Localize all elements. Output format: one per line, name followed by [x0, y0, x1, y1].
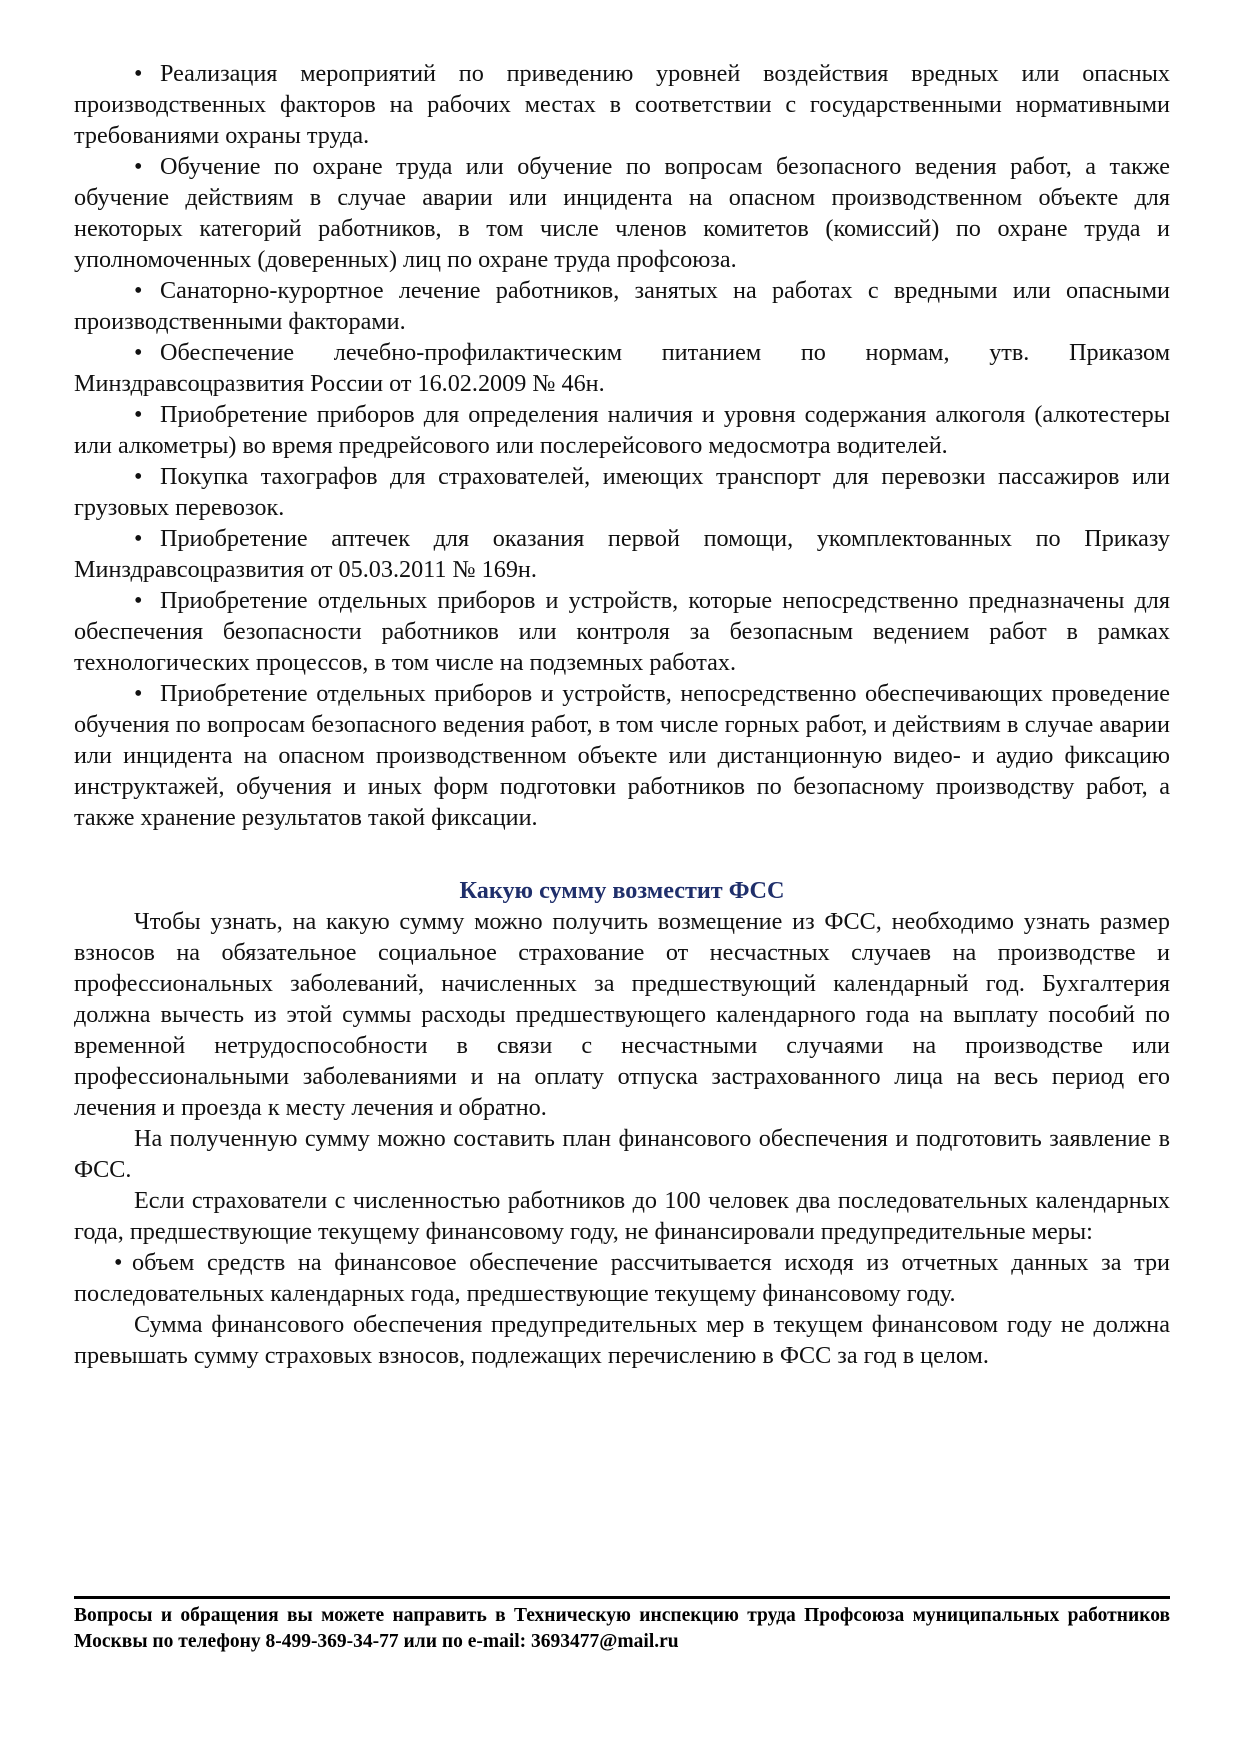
section-bullet — [74, 1247, 1170, 1309]
footer-contact: Вопросы и обращения вы можете направить в Техническую инспекцию труда Профсоюза муниципальных работников Москвы по телефону 8-499-369-34-77 или по e-mail: 3693477@mail.ru — [74, 1605, 1170, 1652]
list-item-text: Обеспечение лечебно-профилактическим питанием по нормам, утв. Приказом Минздравсоцразвития России от 16.02.2009 № 46н. — [74, 339, 1170, 397]
list-item-text: Обучение по охране труда или обучение по вопросам безопасного ведения работ, а также обучение действиям в случае аварии или инцидента на опасном производственном объекте для некоторых категорий работников, в том числе членов комитетов (комиссий) по охране труда и уполномоченных (доверенных) лиц по охране труда профсоюза. — [74, 153, 1170, 273]
list-item — [74, 399, 1170, 461]
list-item-text: Приобретение аптечек для оказания первой помощи, укомплектованных по Приказу Минздравсоцразвития от 05.03.2011 № 169н. — [74, 525, 1170, 583]
document-page — [74, 58, 1170, 1371]
section-paragraph: Если страхователи с численностью работников до 100 человек два последовательных календарных года, предшествующие текущему финансовому году, не финансировали предупредительные меры: — [74, 1187, 1170, 1245]
bullet-icon: • — [134, 680, 143, 707]
list-item — [74, 337, 1170, 399]
measures-list — [74, 58, 1170, 833]
bullet-icon: • — [134, 277, 143, 304]
list-item — [74, 151, 1170, 275]
bullet-icon: • — [134, 401, 143, 428]
list-item-text: Санаторно-курортное лечение работников, занятых на работах с вредными или опасными производственными факторами. — [74, 277, 1170, 335]
list-item — [74, 585, 1170, 678]
section-body — [74, 906, 1170, 1371]
footer-divider — [74, 1596, 1170, 1599]
bullet-icon: • — [134, 153, 143, 180]
list-item-text: Покупка тахографов для страхователей, имеющих транспорт для перевозки пассажиров или грузовых перевозок. — [74, 463, 1170, 521]
section-paragraph: На полученную сумму можно составить план финансового обеспечения и подготовить заявление в ФСС. — [74, 1125, 1170, 1183]
bullet-icon: • — [134, 60, 143, 87]
list-item — [74, 58, 1170, 151]
list-item-text: Реализация мероприятий по приведению уровней воздействия вредных или опасных производственных факторов на рабочих местах в соответствии с государственными нормативными требованиями охраны труда. — [74, 60, 1170, 149]
list-item — [74, 275, 1170, 337]
bullet-icon: • — [134, 339, 143, 366]
bullet-icon: • — [134, 525, 143, 552]
section-paragraph: Чтобы узнать, на какую сумму можно получить возмещение из ФСС, необходимо узнать размер взносов на обязательное социальное страхование от несчастных случаев на производстве и профессиональных заболеваний, начисленных за предшествующий календарный год. Бухгалтерия должна вычесть из этой суммы расходы предшествующего календарного года на выплату пособий по временной нетрудоспособности в связи с несчастными случаями на производстве или профессиональными заболеваниями и на оплату отпуска застрахованного лица на весь период его лечения и проезда к месту лечения и обратно. — [74, 908, 1170, 1121]
list-item — [74, 678, 1170, 833]
section-title: Какую сумму возместит ФСС — [459, 877, 785, 904]
list-item — [74, 523, 1170, 585]
bullet-icon: • — [114, 1249, 123, 1276]
list-item-text: Приобретение отдельных приборов и устройств, которые непосредственно предназначены для обеспечения безопасности работников или контроля за безопасным ведением работ в рамках технологических процессов, в том числе на подземных работах. — [74, 587, 1170, 676]
section-paragraph: Сумма финансового обеспечения предупредительных мер в текущем финансовом году не должна превышать сумму страховых взносов, подлежащих перечислению в ФСС за год в целом. — [74, 1311, 1170, 1369]
list-item-text: Приобретение отдельных приборов и устройств, непосредственно обеспечивающих проведение обучения по вопросам безопасного ведения работ, в том числе горных работ, и действиям в случае аварии или инцидента на опасном производственном объекте или дистанционную видео- и аудио фиксацию инструктажей, обучения и иных форм подготовки работников по безопасному производству работ, а также хранение результатов такой фиксации. — [74, 680, 1170, 831]
bullet-icon: • — [134, 463, 143, 490]
list-item-text: Приобретение приборов для определения наличия и уровня содержания алкоголя (алкотестеры или алкометры) во время предрейсового или послерейсового медосмотра водителей. — [74, 401, 1170, 459]
bullet-icon: • — [134, 587, 143, 614]
list-item — [74, 461, 1170, 523]
section-bullet-text: объем средств на финансовое обеспечение рассчитывается исходя из отчетных данных за три последовательных календарных года, предшествующие текущему финансовому году. — [74, 1249, 1170, 1307]
